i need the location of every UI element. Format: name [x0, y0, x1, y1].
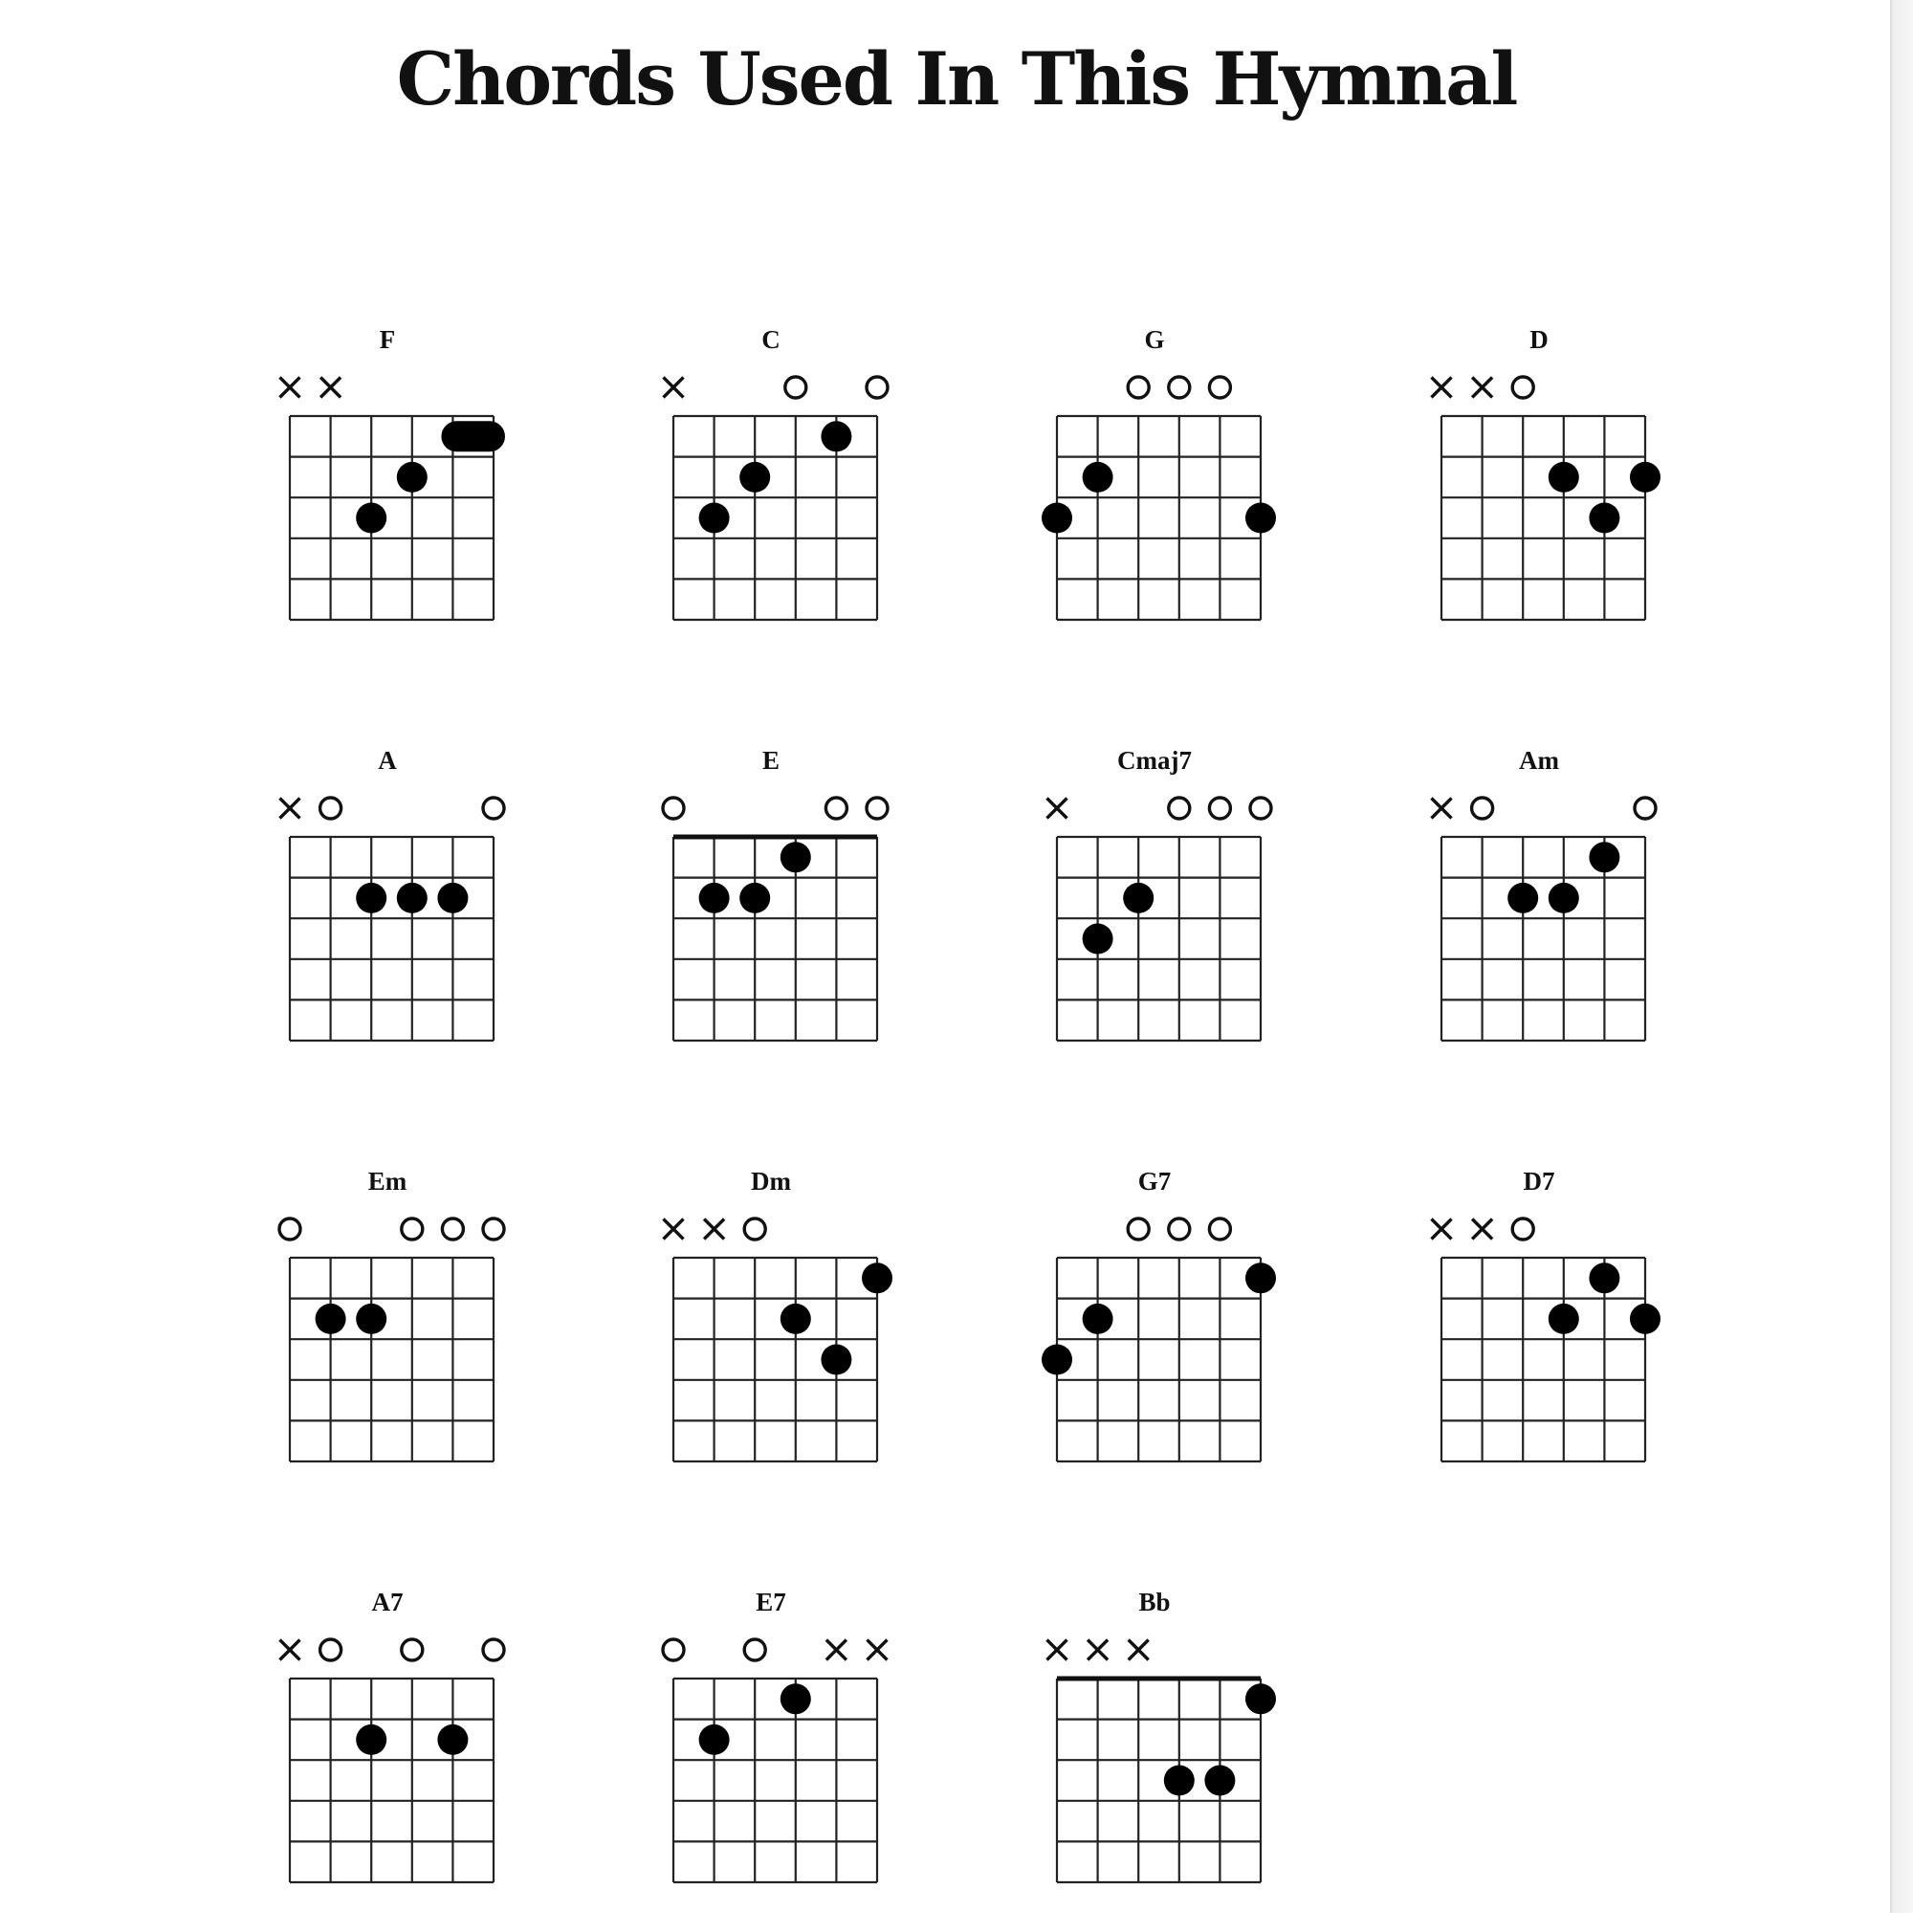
- finger-dot: [1589, 1262, 1619, 1293]
- chord-diagram-a: [234, 746, 540, 1090]
- finger-dot: [437, 1724, 468, 1755]
- finger-dot: [1589, 503, 1619, 534]
- fretboard-diagram: [234, 325, 540, 670]
- finger-dot: [356, 503, 386, 534]
- open-string-marker: [867, 377, 888, 398]
- open-string-marker: [744, 1218, 765, 1240]
- finger-dot: [1549, 1304, 1579, 1334]
- chord-name: G: [1144, 325, 1165, 354]
- finger-dot: [397, 462, 428, 493]
- fretboard-diagram: [618, 1588, 924, 1932]
- open-string-marker: [483, 798, 504, 819]
- finger-dot: [699, 883, 730, 913]
- open-string-marker: [483, 1639, 504, 1660]
- chord-name: G7: [1137, 1167, 1172, 1196]
- finger-dot: [397, 883, 428, 913]
- fretboard-diagram: [234, 746, 540, 1090]
- fretboard-diagram: [618, 1167, 924, 1511]
- finger-dot: [1549, 462, 1579, 493]
- finger-dot: [1083, 462, 1113, 493]
- open-string-marker: [320, 1639, 341, 1660]
- muted-string-marker: [704, 1219, 724, 1240]
- fretboard-diagram: [1001, 1588, 1308, 1932]
- fretboard-diagram: [234, 1588, 540, 1932]
- chord-name: A: [378, 746, 397, 775]
- finger-dot: [437, 883, 468, 913]
- chord-diagram-e7: [618, 1588, 924, 1932]
- finger-dot: [739, 883, 770, 913]
- finger-dot: [1083, 1304, 1113, 1334]
- open-string-marker: [1169, 798, 1190, 819]
- finger-dot: [1245, 1262, 1276, 1293]
- open-string-marker: [1128, 377, 1149, 398]
- muted-string-marker: [320, 378, 341, 398]
- page-edge-shadow: [1890, 0, 1913, 1913]
- finger-dot: [1245, 503, 1276, 534]
- chord-diagram-dm: [618, 1167, 924, 1511]
- muted-string-marker: [1432, 1219, 1452, 1240]
- finger-dot: [781, 842, 811, 872]
- open-string-marker: [279, 1218, 300, 1240]
- chord-diagram-cmaj7: [1001, 746, 1308, 1090]
- fretboard-diagram: [618, 746, 924, 1090]
- muted-string-marker: [868, 1640, 888, 1660]
- muted-string-marker: [1432, 378, 1452, 398]
- finger-dot: [739, 462, 770, 493]
- muted-string-marker: [1472, 378, 1492, 398]
- open-string-marker: [663, 798, 684, 819]
- open-string-marker: [1635, 798, 1656, 819]
- finger-dot: [1083, 924, 1113, 955]
- fretboard-diagram: [1001, 325, 1308, 670]
- muted-string-marker: [826, 1640, 847, 1660]
- finger-dot: [699, 1724, 730, 1755]
- open-string-marker: [402, 1218, 423, 1240]
- chord-diagram-e: [618, 746, 924, 1090]
- chord-name: F: [379, 325, 396, 354]
- muted-string-marker: [1047, 1640, 1067, 1660]
- open-string-marker: [1472, 798, 1493, 819]
- finger-dot: [1042, 503, 1072, 534]
- finger-dot: [1204, 1766, 1235, 1796]
- open-string-marker: [744, 1639, 765, 1660]
- finger-dot: [1123, 883, 1154, 913]
- chord-name: D: [1529, 325, 1549, 354]
- open-string-marker: [442, 1218, 463, 1240]
- finger-dot: [1630, 1304, 1660, 1334]
- finger-dot: [356, 883, 386, 913]
- fretboard-diagram: [1386, 1167, 1692, 1511]
- chord-name: Bb: [1138, 1588, 1171, 1616]
- muted-string-marker: [664, 378, 684, 398]
- muted-string-marker: [1088, 1640, 1108, 1660]
- finger-dot: [316, 1304, 346, 1334]
- fretboard-diagram: [1001, 1167, 1308, 1511]
- finger-dot: [1164, 1766, 1195, 1796]
- chord-name: C: [761, 325, 781, 354]
- muted-string-marker: [1047, 799, 1067, 819]
- chord-diagram-d7: [1386, 1167, 1692, 1511]
- page-title: Chords Used In This Hymnal: [396, 36, 1517, 121]
- finger-dot: [862, 1262, 892, 1293]
- open-string-marker: [402, 1639, 423, 1660]
- finger-dot: [1245, 1683, 1276, 1714]
- open-string-marker: [483, 1218, 504, 1240]
- open-string-marker: [1209, 377, 1230, 398]
- chord-diagram-d: [1386, 325, 1692, 670]
- chord-name: E: [761, 746, 780, 775]
- chord-name: D7: [1523, 1167, 1555, 1196]
- open-string-marker: [1512, 1218, 1533, 1240]
- finger-dot: [1630, 462, 1660, 493]
- chord-diagram-c: [618, 325, 924, 670]
- chord-diagram-g7: [1001, 1167, 1308, 1511]
- finger-dot: [1589, 842, 1619, 872]
- muted-string-marker: [1472, 1219, 1492, 1240]
- fretboard-diagram: [1386, 325, 1692, 670]
- fretboard-diagram: [1001, 746, 1308, 1090]
- open-string-marker: [867, 798, 888, 819]
- finger-dot: [821, 421, 851, 451]
- fretboard-diagram: [234, 1167, 540, 1511]
- chord-name: Dm: [751, 1167, 791, 1196]
- open-string-marker: [1209, 798, 1230, 819]
- barre-mark: [441, 421, 505, 451]
- open-string-marker: [785, 377, 806, 398]
- chord-name: Cmaj7: [1117, 746, 1192, 775]
- chord-diagram-g: [1001, 325, 1308, 670]
- finger-dot: [781, 1304, 811, 1334]
- muted-string-marker: [280, 378, 300, 398]
- open-string-marker: [320, 798, 341, 819]
- open-string-marker: [1169, 377, 1190, 398]
- muted-string-marker: [1432, 799, 1452, 819]
- muted-string-marker: [1129, 1640, 1149, 1660]
- finger-dot: [699, 503, 730, 534]
- open-string-marker: [1128, 1218, 1149, 1240]
- chord-name: Em: [367, 1167, 407, 1196]
- finger-dot: [821, 1345, 851, 1375]
- muted-string-marker: [280, 1640, 300, 1660]
- open-string-marker: [1169, 1218, 1190, 1240]
- fretboard-diagram: [1386, 746, 1692, 1090]
- finger-dot: [356, 1304, 386, 1334]
- finger-dot: [781, 1683, 811, 1714]
- finger-dot: [1549, 883, 1579, 913]
- finger-dot: [1042, 1345, 1072, 1375]
- chord-diagram-f: [234, 325, 540, 670]
- muted-string-marker: [664, 1219, 684, 1240]
- muted-string-marker: [280, 799, 300, 819]
- chord-name: E7: [756, 1588, 786, 1616]
- open-string-marker: [825, 798, 847, 819]
- open-string-marker: [1250, 798, 1271, 819]
- chord-name: Am: [1519, 746, 1559, 775]
- chord-diagram-bb: [1001, 1588, 1308, 1932]
- finger-dot: [1507, 883, 1538, 913]
- chord-diagram-a7: [234, 1588, 540, 1932]
- open-string-marker: [1209, 1218, 1230, 1240]
- chord-name: A7: [371, 1588, 404, 1616]
- open-string-marker: [1512, 377, 1533, 398]
- open-string-marker: [663, 1639, 684, 1660]
- finger-dot: [356, 1724, 386, 1755]
- fretboard-diagram: [618, 325, 924, 670]
- chord-diagram-em: [234, 1167, 540, 1511]
- chord-diagram-am: [1386, 746, 1692, 1090]
